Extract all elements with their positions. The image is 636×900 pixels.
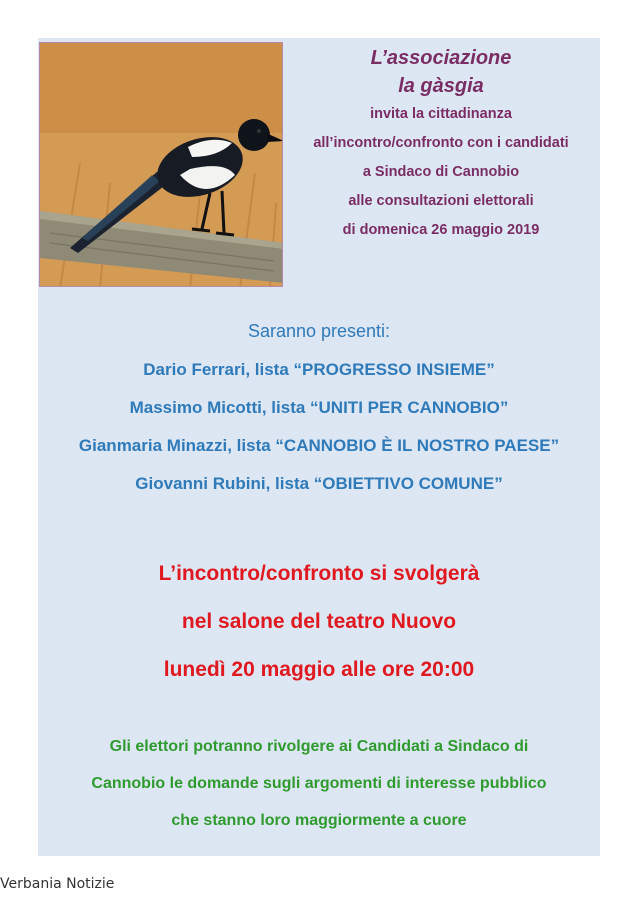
invitation-header	[288, 44, 594, 245]
candidate-line: Massimo Micotti, lista “UNITI PER CANNOBIO”	[129, 398, 509, 417]
magpie-photo	[39, 42, 283, 287]
candidates-title: Saranno presenti:	[247, 321, 391, 341]
invite-line: all’incontro/confronto con i candidati	[313, 135, 569, 151]
invite-line: alle consultazioni elettorali	[348, 193, 534, 209]
note-line: che stanno loro maggiormente a cuore	[171, 812, 467, 829]
candidates-section	[38, 318, 600, 510]
event-venue-line: nel salone del teatro Nuovo	[181, 610, 457, 633]
source-watermark: Verbania Notizie	[0, 876, 115, 892]
candidate-line: Giovanni Rubini, lista “OBIETTIVO COMUNE”	[135, 474, 503, 493]
note-line: Cannobio le domande sugli argomenti di interesse pubblico	[91, 775, 547, 792]
magpie-illustration	[40, 43, 283, 287]
event-line: L’incontro/confronto si svolgerà	[158, 562, 480, 585]
association-name-line1: L’associazione	[370, 47, 512, 69]
invite-line: a Sindaco di Cannobio	[362, 164, 520, 180]
event-date-line: lunedì 20 maggio alle ore 20:00	[163, 658, 475, 681]
voters-note	[38, 736, 600, 847]
note-line: Gli elettori potranno rivolgere ai Candidati a Sindaco di	[109, 738, 529, 755]
candidate-line: Dario Ferrari, lista “PROGRESSO INSIEME”	[143, 360, 495, 379]
candidate-line: Gianmaria Minazzi, lista “CANNOBIO È IL NOSTRO PAESE”	[78, 436, 560, 455]
invite-line: di domenica 26 maggio 2019	[342, 222, 540, 238]
association-name-line2: la gàsgia	[398, 75, 484, 97]
invite-line: invita la cittadinanza	[370, 106, 512, 122]
event-details	[38, 560, 600, 704]
